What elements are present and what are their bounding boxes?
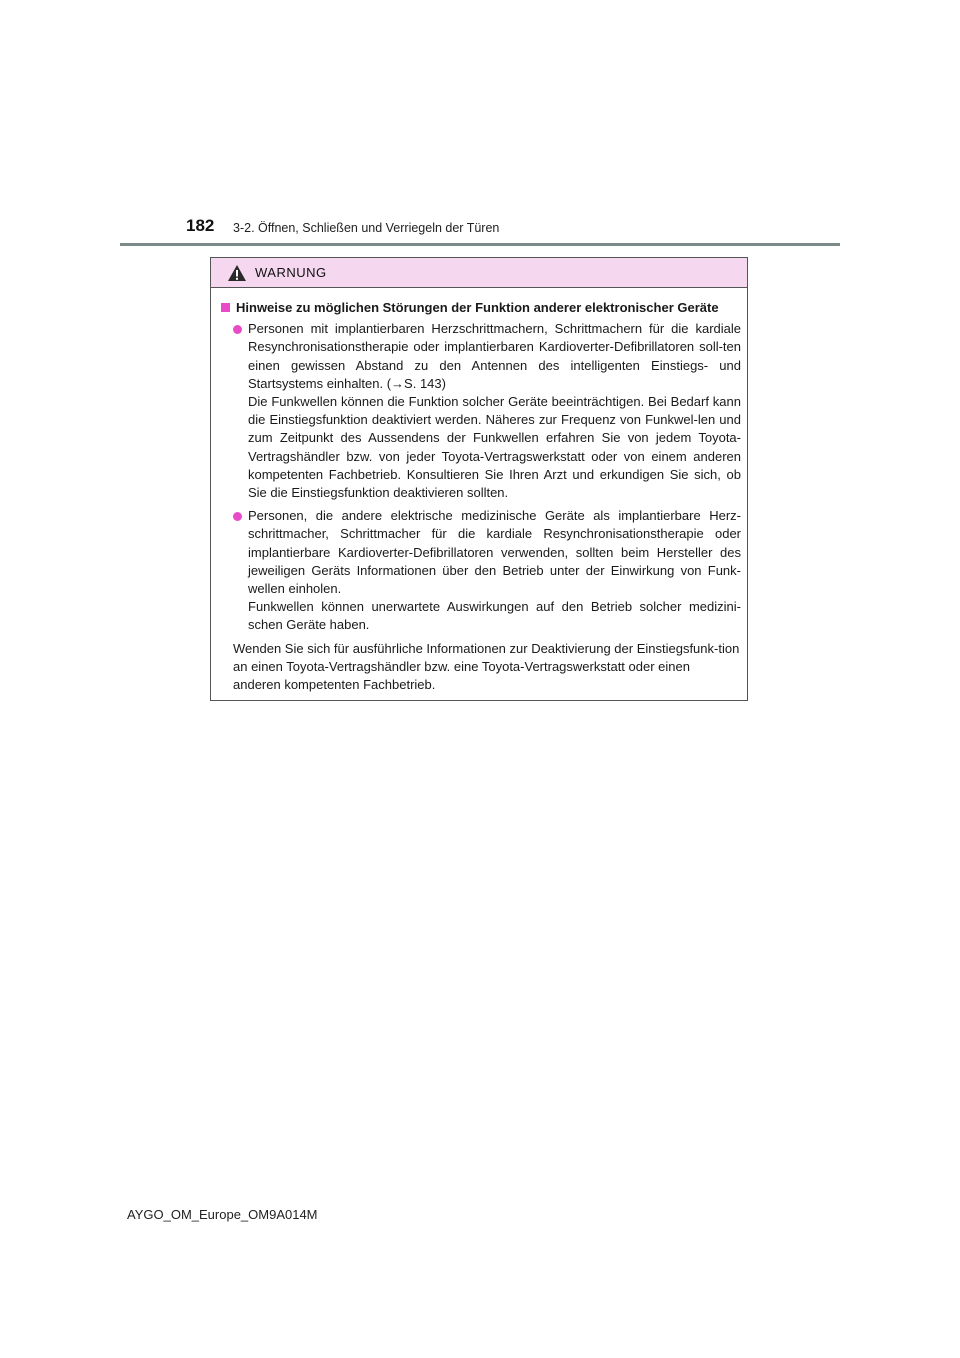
bullet-paragraph: Die Funkwellen können die Funktion solcher Geräte beeinträchtigen. Bei Bedarf kann die Einstiegsfunktion deaktiviert werden. Näheres zur Frequenz von Funkwel-len und zum Zeitpunkt des Aussendens der Funkwellen erfahren Sie von jedem Toyota-Vertragshändler bzw. von jeder Toyota-Vertragswerkstatt oder von einem anderen kompetenten Fachbetrieb. Konsultieren Sie Ihren Arzt und erkundigen Sie sich, ob Sie die Einstiegsfunktion deaktivieren sollten. [248,394,741,501]
closing-paragraph: Wenden Sie sich für ausführliche Informationen zur Deaktivierung der Einstiegsfunk-tion an einen Toyota-Vertragshändler bzw. eine Toyota-Vertragswerkstatt oder einen anderen kompetenten Fachbetrieb. [233,640,740,693]
footer-doc-id: AYGO_OM_Europe_OM9A014M [127,1207,318,1222]
bullet-paragraph: Personen mit implantierbaren Herzschrittmachern, Schrittmachern für die kardiale Resynchronisationstherapie oder implantierbaren Kardioverter-Defibrillatoren soll-ten einen gewissen Abstand zu den Antennen des intelligenten Einstiegs- und Startsystems einhalten. (→S. 143) [248,321,741,391]
chapter-title: 3-2. Öffnen, Schließen und Verriegeln der Türen [233,221,500,235]
warning-box [210,257,748,701]
bullet-text [248,507,741,634]
list-item [221,507,741,634]
warning-label: WARNUNG [255,265,327,280]
warning-triangle-icon [227,264,247,282]
section-heading [221,299,741,317]
bullet-paragraph: Personen, die andere elektrische medizinische Geräte als implantierbare Herz-schrittmacher, Schrittmacher für die kardiale Resynchronisationstherapie oder implantierbare Kardioverter-Defibrillatoren verwenden, sollten beim Hersteller des jeweiligen Geräts Informationen über den Betrieb unter der Einwirkung von Funk-wellen einholen. [248,508,741,597]
dot-bullet-icon [233,325,242,334]
section-heading-text: Hinweise zu möglichen Störungen der Funktion anderer elektronischer Geräte [236,300,719,315]
warning-body [211,288,747,694]
dot-bullet-icon [233,512,242,521]
square-bullet-icon [221,303,230,312]
bullet-text [248,320,741,502]
list-item [221,320,741,502]
header-rule [120,243,840,246]
bullet-paragraph: Funkwellen können unerwartete Auswirkungen auf den Betrieb solcher medizini-schen Geräte haben. [248,599,741,633]
page-number: 182 [186,216,215,235]
warning-header [211,258,747,288]
